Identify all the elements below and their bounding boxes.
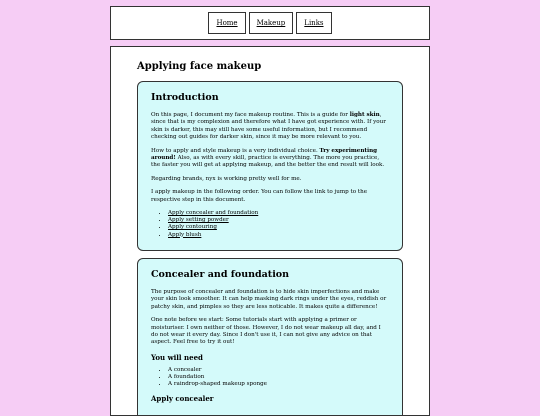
concealer-card xyxy=(137,258,403,416)
apply-concealer-heading: Apply concealer xyxy=(151,394,214,404)
introduction-heading: Introduction xyxy=(151,92,219,103)
step-link-blush[interactable]: Apply blush xyxy=(168,231,202,238)
steps-list xyxy=(151,210,389,239)
needs-list xyxy=(151,367,389,389)
top-nav xyxy=(110,6,430,40)
list-item xyxy=(168,217,389,224)
main-content xyxy=(110,46,430,416)
intro-paragraph-4: I apply makeup in the following order. You can follow the link to jump to the respective step in this document. xyxy=(151,189,368,203)
list-item: • A raindrop-shaped makeup sponge xyxy=(168,381,389,388)
page-title: Applying face makeup xyxy=(137,61,262,72)
list-item: • A foundation xyxy=(168,374,389,381)
nav-home-link[interactable]: Home xyxy=(208,12,245,34)
concealer-paragraph-2: One note before we start: Some tutorials start with applying a primer or moisturiser. I own neither of those. However, I do not wear makeup all day, and I do not wear it every day. Since I don't use it, I can not give any advice on that aspect. Feel free to try it out! xyxy=(151,317,381,346)
concealer-heading: Concealer and foundation xyxy=(151,269,290,280)
step-link-contouring[interactable]: Apply contouring xyxy=(168,224,217,231)
introduction-card xyxy=(137,81,403,251)
step-link-setting-powder[interactable]: Apply setting powder xyxy=(168,217,229,224)
intro-paragraph-3: Regarding brands, nyx is working pretty well for me. xyxy=(151,175,302,182)
list-item: • A concealer xyxy=(168,367,389,374)
concealer-paragraph-1: The purpose of concealer and foundation is to hide skin imperfections and make your skin look smoother. It can help masking dark rings under the eyes, reddish or patchy skin, and pimples so they are less noticable. It makes quite a difference! xyxy=(151,289,387,310)
intro-paragraph-2: How to apply and style makeup is a very individual choice. Try experimenting around! Also, as with every skill, practice is everything. The more you practice, the faster you will get at applying makeup, and the better the end result will look. xyxy=(151,147,385,169)
you-will-need-heading: You will need xyxy=(151,352,203,362)
list-item xyxy=(168,210,389,217)
list-item xyxy=(168,232,389,239)
step-link-concealer[interactable]: Apply concealer and foundation xyxy=(168,210,259,217)
intro-paragraph-1: On this page, I document my face makeup routine. This is a guide for light skin, since that is my complexion and therefore what I have got experience with. If your skin is darker, this may still have some useful information, but I recommend checking out guides for darker skin, since it may be more relevant to you. xyxy=(151,112,386,141)
list-item xyxy=(168,224,389,231)
nav-links-link[interactable]: Links xyxy=(296,12,331,34)
nav-makeup-link[interactable]: Makeup xyxy=(249,12,294,34)
